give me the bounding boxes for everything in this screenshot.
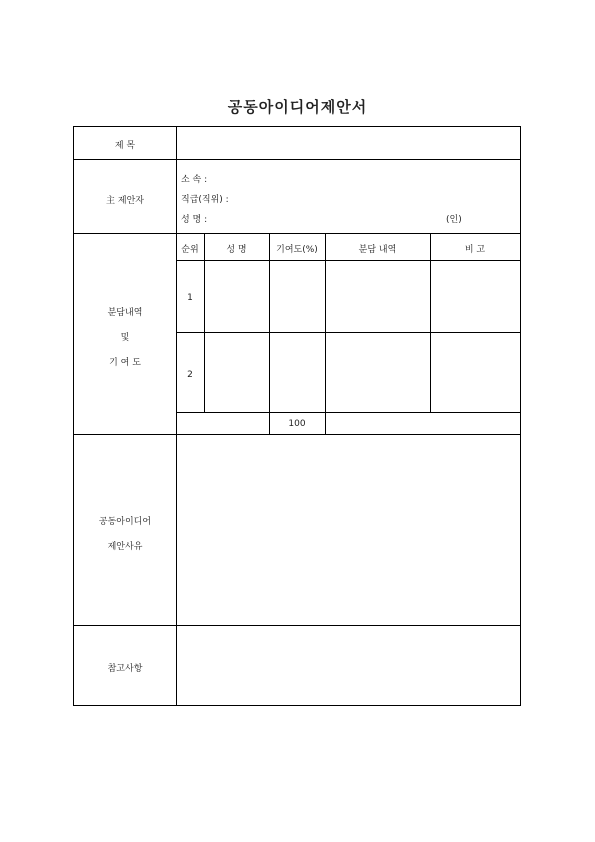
reference-label: 참고사항 (107, 664, 143, 674)
main-proposer-label: 主 제안자 (106, 196, 144, 206)
row-divider (74, 434, 520, 435)
row-divider (74, 159, 520, 160)
share-header-divider (176, 260, 520, 261)
reference-field[interactable] (180, 630, 516, 700)
row-divider (74, 625, 520, 626)
rank-cell: 2 (187, 370, 193, 380)
share-label-line3: 기 여 도 (109, 358, 141, 368)
subject-label: 제 목 (114, 141, 136, 151)
total-contribution: 100 (288, 419, 306, 429)
header-rank: 순위 (181, 245, 199, 255)
header-contribution: 기여도(%) (276, 245, 318, 255)
affiliation-label: 소 속 : (181, 175, 208, 185)
subject-field[interactable] (180, 131, 516, 155)
reason-label-line2: 제안사유 (107, 542, 143, 552)
header-name: 성 명 (226, 245, 247, 255)
share-col-divider (269, 233, 270, 434)
header-share: 분담 내역 (358, 245, 397, 255)
seal-label: (인) (446, 215, 462, 225)
document-title: 공동아이디어제안서 (227, 98, 368, 116)
proposal-form (73, 126, 521, 706)
name-label: 성 명 : (181, 215, 208, 225)
share-row-divider (176, 332, 520, 333)
reason-label-line1: 공동아이디어 (98, 517, 152, 527)
rank-position-label: 직급(직위) : (181, 195, 229, 205)
reason-field[interactable] (180, 439, 516, 621)
share-label-line2: 및 (120, 333, 130, 343)
share-label-line1: 분담내역 (107, 308, 143, 318)
header-note: 비 고 (464, 245, 486, 255)
row-divider (74, 233, 520, 234)
share-row-divider (176, 412, 520, 413)
share-col-divider (325, 233, 326, 434)
share-col-divider (204, 233, 205, 412)
share-col-divider (430, 233, 431, 412)
rank-cell: 1 (187, 293, 193, 303)
column-divider (176, 127, 177, 705)
